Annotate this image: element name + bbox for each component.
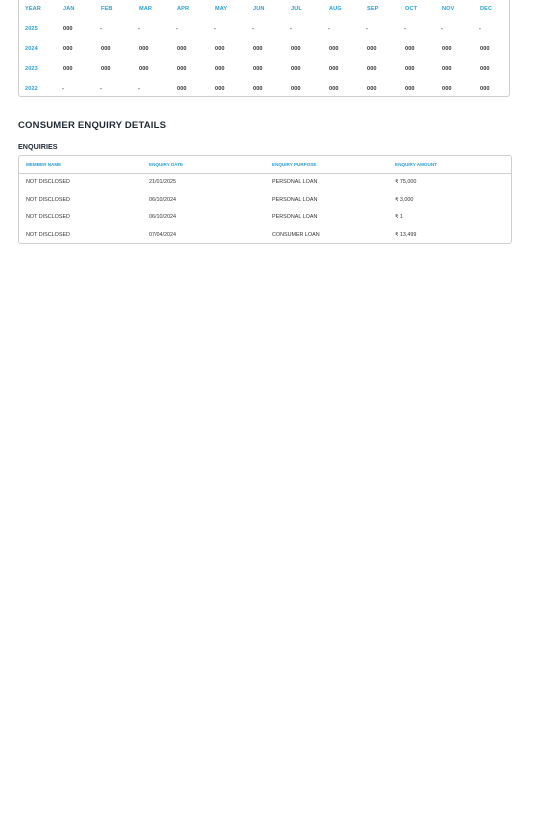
month-value: - [100,26,102,32]
enquiry-purpose-header: ENQUIRY PURPOSE [272,162,317,167]
column-header: SEP [367,6,379,12]
payment-history-row [19,79,509,99]
month-value: 000 [291,66,301,72]
enquiry-date-header: ENQUIRY DATE [149,162,184,167]
month-value: 000 [177,66,187,72]
month-value: 000 [63,26,73,32]
enquiries-title: ENQUIRIES [18,142,58,151]
member-name-cell: NOT DISCLOSED [26,231,70,238]
member-name-header: MEMBER NAME [26,162,62,167]
column-header: JUL [291,6,302,12]
month-value: 000 [139,66,149,72]
month-value: 000 [405,46,415,52]
enquiry-row [19,174,511,192]
column-header: DEC [480,6,493,12]
month-value: 000 [253,86,263,92]
month-value: 000 [442,66,452,72]
month-value: 000 [442,86,452,92]
enquiry-purpose-cell: CONSUMER LOAN [272,231,320,238]
year-cell: 2025 [25,26,38,32]
month-value: 000 [480,46,490,52]
enquiry-date-cell: 21/01/2025 [149,179,176,185]
column-header: OCT [405,6,418,12]
member-name-cell: NOT DISCLOSED [26,196,70,203]
month-value: 000 [480,66,490,72]
month-value: 000 [63,66,73,72]
month-value: 000 [177,46,187,52]
month-value: - [404,26,406,32]
month-value: - [176,26,178,32]
month-value: 000 [101,46,111,52]
column-header: MAR [139,6,153,12]
month-value: - [62,86,64,92]
enquiry-date-cell: 07/04/2024 [149,231,176,238]
month-value: - [252,26,254,32]
enquiry-amount-cell: ₹ 75,000 [395,179,417,185]
month-value: 000 [442,46,452,52]
month-value: 000 [101,66,111,72]
enquiry-purpose-cell: PERSONAL LOAN [272,179,318,185]
month-value: 000 [215,46,225,52]
enquiry-row [19,227,511,245]
month-value: - [138,86,140,92]
month-value: 000 [63,46,73,52]
member-name-cell: NOT DISCLOSED [26,214,70,220]
month-value: 000 [367,66,377,72]
payment-history-header-row [19,0,509,19]
year-cell: 2024 [25,46,38,52]
month-value: 000 [215,66,225,72]
enquiry-amount-cell: ₹ 3,000 [395,196,414,203]
enquiry-amount-cell: ₹ 1 [395,214,403,220]
enquiry-amount-cell: ₹ 13,499 [395,231,417,238]
month-value: 000 [329,86,339,92]
enquiry-date-cell: 06/10/2024 [149,196,176,203]
enquiry-purpose-cell: PERSONAL LOAN [272,214,318,220]
month-value: - [441,26,443,32]
month-value: 000 [367,86,377,92]
enquiry-date-cell: 06/10/2024 [149,214,176,220]
payment-history-row [19,19,509,39]
month-value: 000 [405,86,415,92]
month-value: 000 [329,66,339,72]
column-header: YEAR [25,6,41,12]
month-value: - [214,26,216,32]
column-header: MAY [215,6,228,12]
year-cell: 2022 [25,86,38,92]
enquiry-amount-header: ENQUIRY AMOUNT [395,162,437,167]
column-header: JAN [63,6,75,12]
enquiry-row [19,209,511,227]
month-value: - [479,26,481,32]
month-value: 000 [480,86,490,92]
month-value: 000 [253,46,263,52]
payment-history-row [19,39,509,59]
month-value: - [138,26,140,32]
enquiry-purpose-cell: PERSONAL LOAN [272,196,318,203]
month-value: 000 [329,46,339,52]
month-value: - [328,26,330,32]
enquiries-table [18,155,512,244]
enquiries-header-row [19,156,511,174]
column-header: AUG [329,6,342,12]
member-name-cell: NOT DISCLOSED [26,179,70,185]
column-header: FEB [101,6,113,12]
month-value: 000 [177,86,187,92]
payment-history-table [18,0,510,97]
month-value: - [100,86,102,92]
column-header: NOV [442,6,455,12]
month-value: 000 [291,86,301,92]
month-value: 000 [367,46,377,52]
month-value: 000 [215,86,225,92]
month-value: - [290,26,292,32]
month-value: 000 [139,46,149,52]
month-value: 000 [253,66,263,72]
month-value: - [366,26,368,32]
year-cell: 2023 [25,66,38,72]
section-title: CONSUMER ENQUIRY DETAILS [18,120,167,131]
column-header: JUN [253,6,265,12]
month-value: 000 [291,46,301,52]
column-header: APR [177,6,190,12]
month-value: 000 [405,66,415,72]
enquiry-row [19,192,511,210]
payment-history-row [19,59,509,79]
